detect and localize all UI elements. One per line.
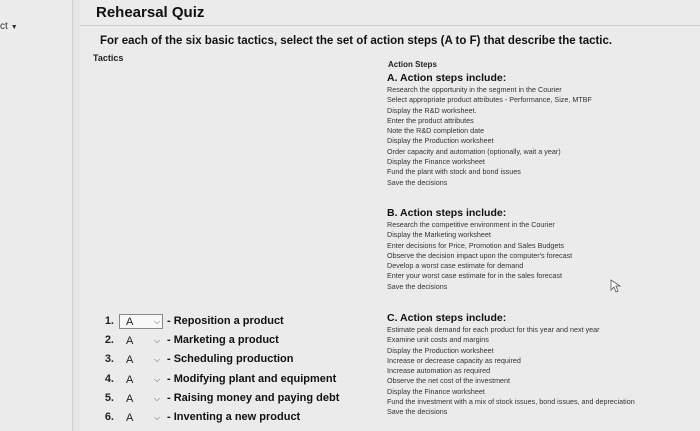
action-step-line: Enter your worst case estimate for in the sales forecast [387,271,562,281]
answer-select-2[interactable] [119,333,163,348]
action-step-line: Display the Marketing worksheet [387,230,491,240]
chevron-down-icon: ⌵ [154,375,161,384]
action-step-line: Save the decisions [387,177,448,187]
left-sidebar [0,0,73,431]
answer-value: A [126,316,134,328]
action-step-line: Save the decisions [387,407,448,417]
chevron-down-icon: ⌵ [154,317,161,326]
action-step-line: Fund the investment with a mix of stock issues, bond issues, and depreciation [387,397,635,407]
tactic-label: - Modifying plant and equipment [167,373,337,385]
action-steps-c-title: C. Action steps include: [387,312,507,324]
tactic-number: 3. [104,353,114,365]
answer-select-5[interactable] [119,391,163,406]
action-steps-a-title: A. Action steps include: [387,72,507,84]
tactic-number: 2. [104,334,114,346]
action-step-line: Research the competitive environment in the Courier [387,220,555,229]
action-step-line: Select appropriate product attributes - Performance, Size, MTBF [387,95,592,105]
tactic-label: - Raising money and paying debt [167,392,340,404]
quiz-panel [80,0,700,431]
action-step-line: Increase automation as required [387,366,491,376]
tactic-number: 1. [104,315,114,327]
action-step-line: Display the Production worksheet [387,136,494,146]
action-step-line: Save the decisions [387,281,448,291]
tactic-number: 5. [104,392,114,404]
action-step-line: Examine unit costs and margins [387,335,489,345]
answer-select-3[interactable] [119,352,163,367]
chevron-down-icon: ⌵ [154,336,161,345]
answer-value: A [126,354,134,366]
tactic-label: - Reposition a product [167,315,284,327]
action-step-line: Estimate peak demand for each product for this year and next year [387,325,600,334]
tactics-header: Tactics [93,53,124,63]
action-step-line: Enter decisions for Price, Promotion and Sales Budgets [387,240,564,250]
action-step-line: Observe the net cost of the investment [387,376,511,386]
chevron-down-icon: ⌵ [154,355,161,364]
action-step-line: Research the opportunity in the segment in the Courier [387,85,562,94]
action-step-line: Display the Finance worksheet [387,157,485,167]
tactic-label: - Marketing a product [167,334,279,346]
quiz-instruction: For each of the six basic tactics, select the set of action steps (A to F) that describe the tactic. [100,35,613,47]
mouse-cursor-icon [610,279,622,293]
action-steps-a [387,72,697,188]
tactic-number: 6. [104,411,114,423]
action-step-line: Fund the plant with stock and bond issues [387,167,521,177]
answer-value: A [126,393,134,405]
action-steps-c [387,312,697,418]
chevron-down-icon: ⌵ [154,413,161,422]
tactic-number: 4. [104,373,114,385]
action-steps-b-title: B. Action steps include: [387,207,507,219]
answer-value: A [126,374,134,386]
action-step-line: Display the Production worksheet [387,345,494,355]
answer-select-1[interactable] [119,314,163,329]
action-step-line: Note the R&D completion date [387,126,485,136]
action-step-line: Enter the product attributes [387,115,474,125]
action-step-line: Observe the decision impact upon the computer's forecast [387,250,573,260]
action-step-line: Increase or decrease capacity as required [387,355,521,365]
chevron-down-icon: ⌵ [154,394,161,403]
action-step-line: Display the Finance worksheet [387,386,485,396]
answer-select-6[interactable] [119,410,163,425]
answer-value: A [126,412,134,424]
title-divider [80,25,700,26]
action-steps-b [387,207,697,292]
action-step-line: Display the R&D worksheet. [387,105,477,115]
answer-value: A [126,335,134,347]
tactic-label: - Scheduling production [167,353,294,365]
sidebar-dropdown[interactable] [0,21,18,32]
answer-select-4[interactable] [119,372,163,387]
action-steps-header: Action Steps [388,60,437,69]
sidebar-dropdown-label: ct [0,21,8,32]
tactic-label: - Inventing a new product [167,411,301,423]
page-title: Rehearsal Quiz [96,4,205,21]
action-step-line: Develop a worst case estimate for demand [387,261,524,271]
action-step-line: Order capacity and automation (optionally, wait a year) [387,146,561,156]
caret-down-icon: ▼ [10,24,18,31]
